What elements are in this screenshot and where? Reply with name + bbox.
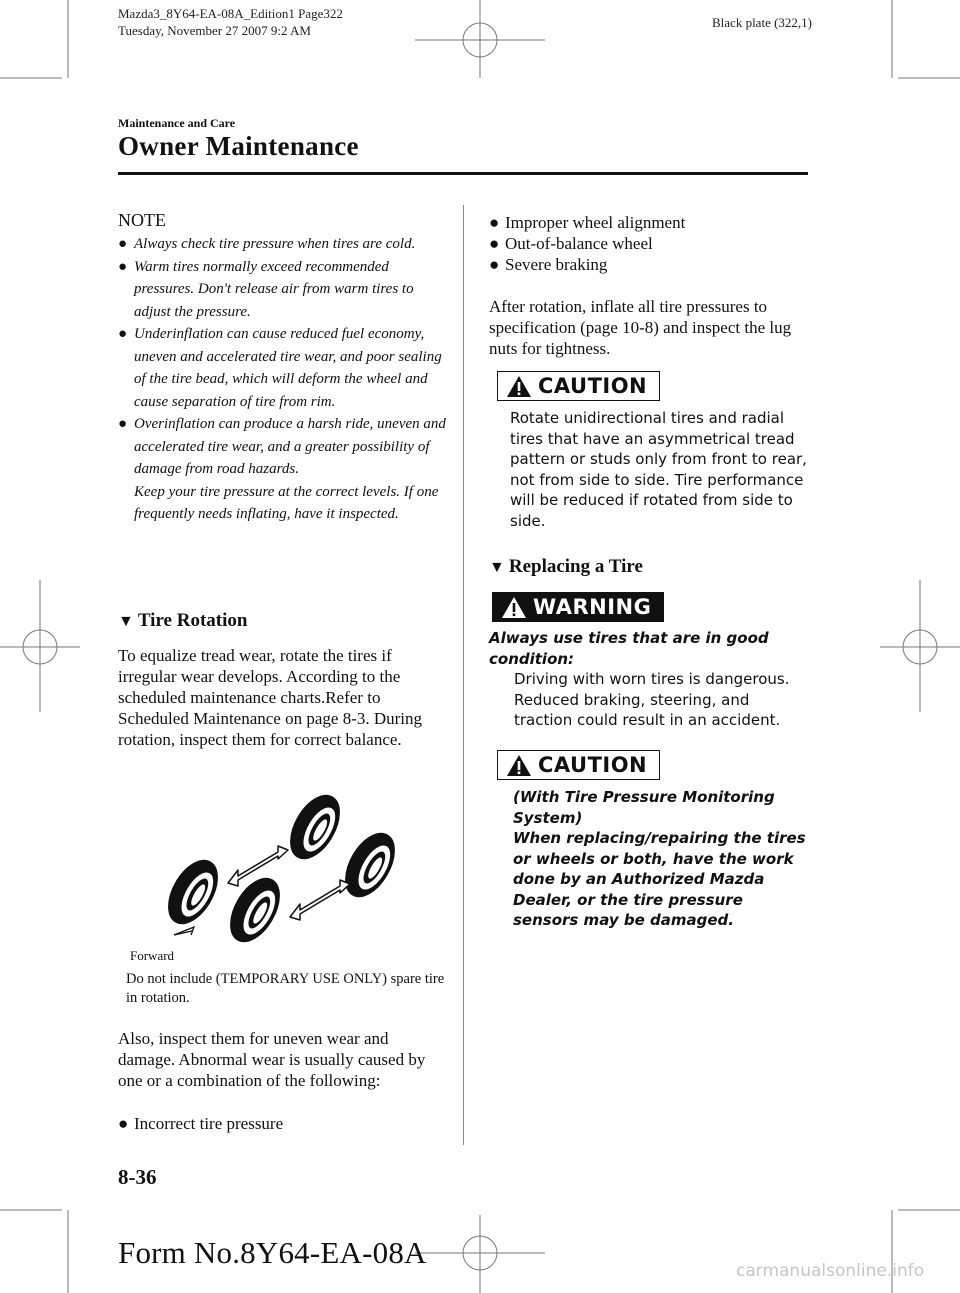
print-date-line: Tuesday, November 27 2007 9:2 AM [118,23,311,38]
note-title: NOTE [118,210,166,230]
list-item: ● Out-of-balance wheel [489,234,653,253]
triangle-bullet-icon: ▼ [118,613,134,630]
cause-list-continued [489,212,809,275]
warning-badge: WARNING [492,592,664,622]
column-divider [463,205,464,1145]
form-number: Form No.8Y64-EA-08A [118,1235,427,1270]
caution-lead: (With Tire Pressure Monitoring System) [513,788,775,827]
note-item: ● Always check tire pressure when tires are cold. [118,236,416,252]
print-file-line: Mazda3_8Y64-EA-08A_Edition1 Page322 [118,6,343,21]
header-rule [118,172,808,175]
warning-triangle-icon [501,596,527,619]
double-arrow-icon [290,880,350,920]
page-title: Owner Maintenance [118,131,359,161]
section-label: Maintenance and Care [118,116,236,130]
caution-triangle-icon [506,754,532,777]
caution-badge: CAUTION [497,750,660,780]
inspect-text: Also, inspect them for uneven wear and damage. Abnormal wear is usually caused by one or a combination of the following: [118,1029,426,1090]
watermark: carmanualsonline.info [736,1261,925,1281]
page-number: 8-36 [118,1165,157,1189]
triangle-bullet-icon: ▼ [489,559,505,576]
caution-badge: CAUTION [497,371,660,401]
list-item: ● Incorrect tire pressure [118,1114,284,1133]
after-rotation-text: After rotation, inflate all tire pressures to specification (page 10-8) and inspect the lug nuts for tightness. [489,297,792,358]
caution-text: When replacing/repairing the tires or wheels or both, have the work done by an Authorized Mazda Dealer, or the tire pressure sensors may be damaged. [513,829,806,929]
plate-info: Black plate (322,1) [712,15,812,30]
figure-caption: Do not include (TEMPORARY USE ONLY) spare tire in rotation. [126,971,445,1006]
note-extra: Keep your tire pressure at the correct levels. If one frequently needs inflating, have it inspected. [134,483,439,522]
tire-icon [160,853,227,931]
tire-rotation-diagram [120,780,440,970]
forward-label: Forward [130,948,175,963]
forward-arrow-icon [174,927,194,935]
tire-icon [282,788,349,866]
caution-triangle-icon [506,375,532,398]
note-block [118,210,448,526]
tire-rotation-body: To equalize tread wear, rotate the tires if irregular wear develops. According to the scheduled maintenance charts.Refer to Scheduled Maintenance on page 8-3. During rotation, inspect them for correct balance. [118,646,423,749]
cause-list [118,1113,448,1134]
note-item: ● Overinflation can produce a harsh ride, uneven and accelerated tire wear, and a greater possibility of damage from road hazards. [118,416,446,477]
list-item: ● Improper wheel alignment [489,213,686,232]
warning-lead: Always use tires that are in good condition: [489,629,769,668]
list-item: ● Severe braking [489,255,608,274]
note-item: ● Warm tires normally exceed recommended pressures. Don't release air from warm tires to adjust the pressure. [118,258,414,320]
tire-rotation-heading: ▼ Tire Rotation [118,610,248,631]
note-item: ● Underinflation can cause reduced fuel economy, uneven and accelerated tire wear, and poor sealing of the tire bead, which will deform the wheel and cause separation of tire from rim. [118,326,442,410]
replacing-tire-heading: ▼ Replacing a Tire [489,556,643,577]
warning-text: Driving with worn tires is dangerous. Reduced braking, steering, and traction could result in an accident. [514,670,790,729]
tire-icon [337,826,404,904]
caution-text: Rotate unidirectional tires and radial tires that have an asymmetrical tread pattern or studs only from front to rear, not from side to side. Tire performance will be reduced if rotated from side to side. [510,409,807,530]
